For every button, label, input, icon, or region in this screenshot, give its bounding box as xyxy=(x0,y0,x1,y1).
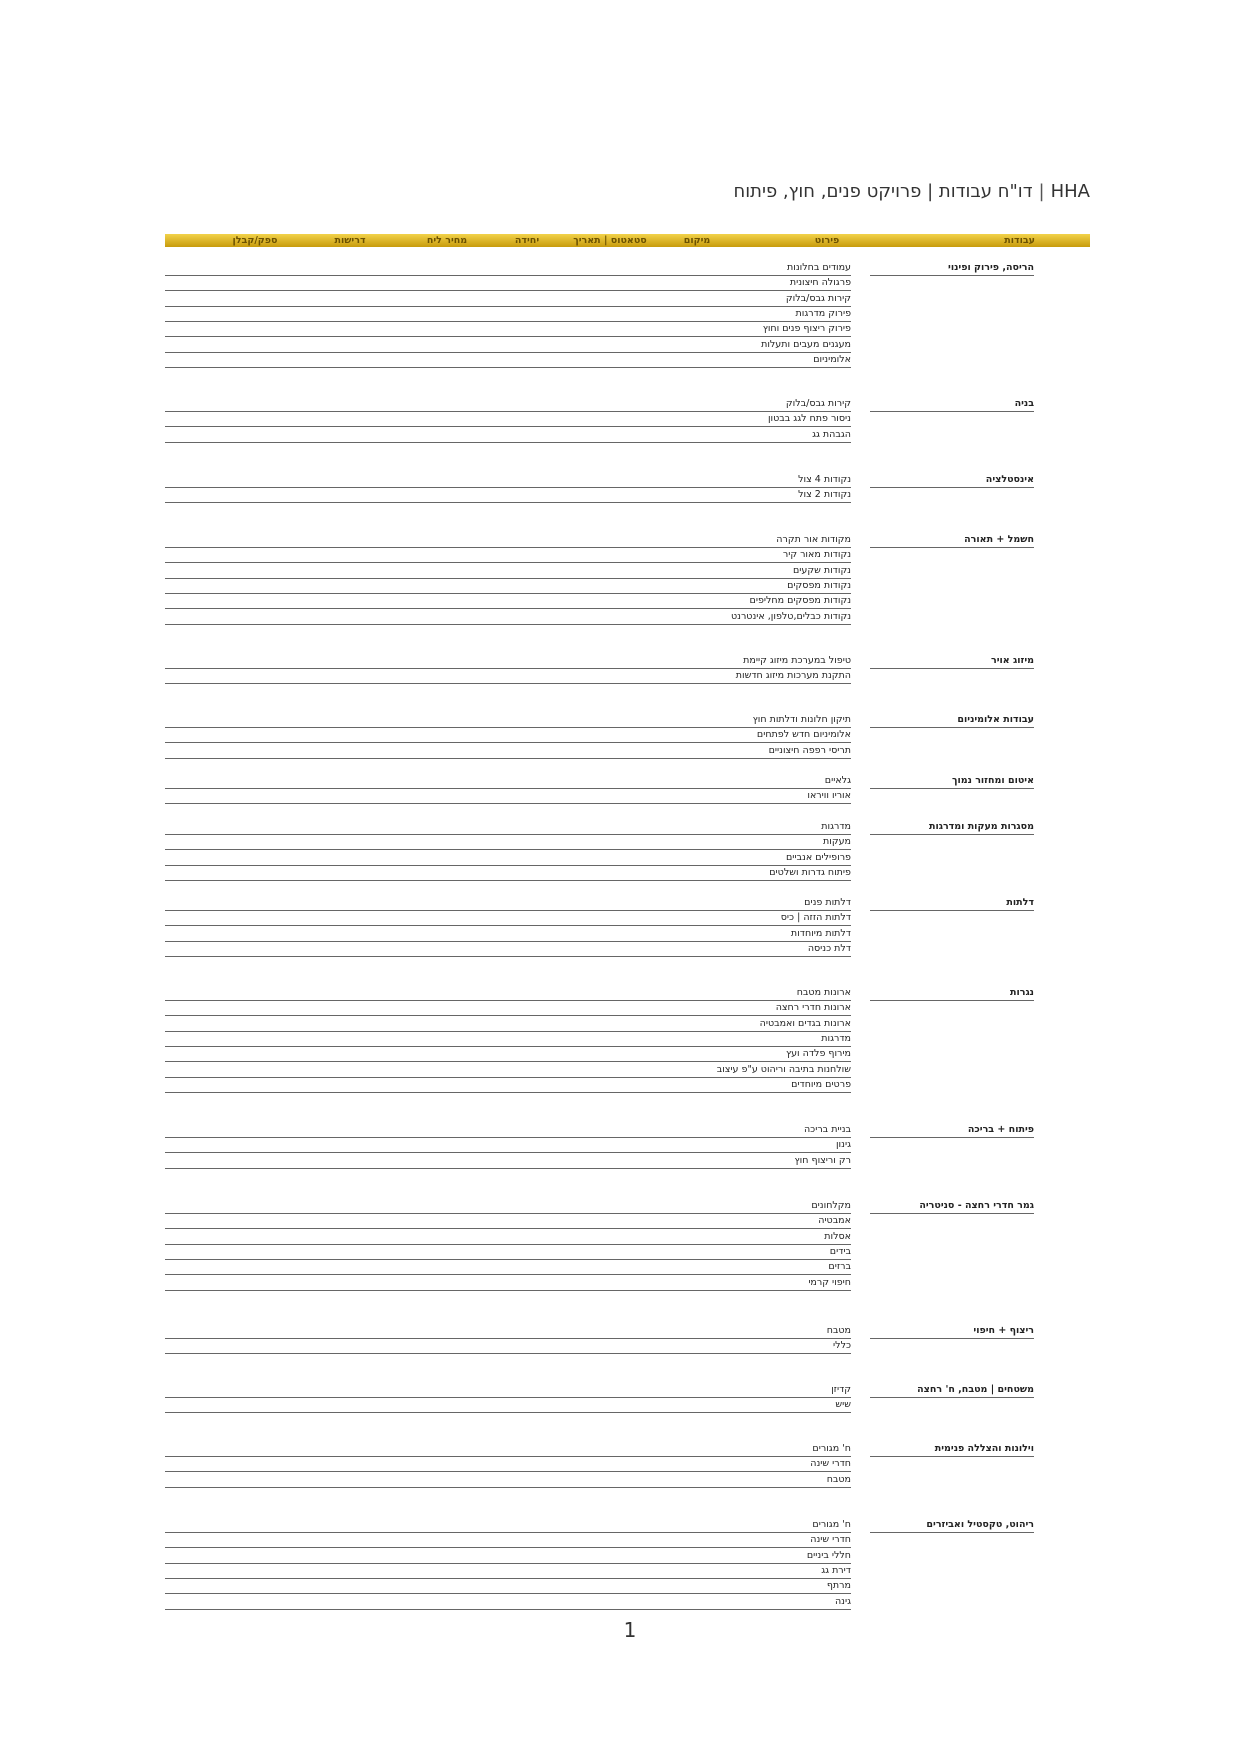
work-item: פרטים מיוחדים xyxy=(791,1078,851,1090)
table-row-line xyxy=(165,1609,851,1610)
category-underline xyxy=(870,547,1034,548)
work-item: ברזים xyxy=(828,1261,851,1273)
table-row-line xyxy=(165,547,851,548)
work-item: מירוף פלדה ועץ xyxy=(785,1048,851,1060)
category-label: הריסה, פירוק ופינוי xyxy=(948,262,1034,273)
work-item: דירת גג xyxy=(821,1564,851,1576)
category-label: דלתות xyxy=(1006,897,1034,908)
work-item: מעקות xyxy=(823,836,851,848)
work-item: אוריו וויראו xyxy=(807,790,851,802)
category-label: ריצוף + חיפוי xyxy=(973,1325,1034,1336)
table-row-line xyxy=(165,1031,851,1032)
table-row-line xyxy=(165,1092,851,1093)
category-label: ריהוט, טקסטיל ואביזרים xyxy=(926,1519,1034,1530)
work-item: קדיזן xyxy=(831,1384,851,1395)
work-item: דלתות מיוחדות xyxy=(790,927,851,939)
work-item: התקנת מערכות מיזוג חדשות xyxy=(735,670,851,682)
work-item: חללי ביניים xyxy=(806,1549,851,1561)
work-item: ח' מגורים xyxy=(812,1443,851,1454)
work-item: ח' מגורים xyxy=(812,1519,851,1530)
category-underline xyxy=(870,275,1034,276)
table-row-line xyxy=(165,290,851,291)
work-item: שולחנות בתיבה וריהוט ע"פ עיצוב xyxy=(716,1063,851,1075)
category-underline xyxy=(870,1397,1034,1398)
table-row-line xyxy=(165,1061,851,1062)
work-item: נקודות מפסקים מחליפים xyxy=(749,595,851,607)
report-title: דו"ח עבודות | פרויקט פנים, חוץ, פיתוח xyxy=(733,181,1033,202)
col-header-works: עבודות xyxy=(1004,235,1035,246)
table-row-line xyxy=(165,683,851,684)
table-row-line xyxy=(165,593,851,594)
table-row-line xyxy=(165,1274,851,1275)
table-row-line xyxy=(165,1077,851,1078)
table-row-line xyxy=(165,941,851,942)
work-item: נקודות 4 צול xyxy=(798,474,851,485)
work-item: דלת כניסה xyxy=(807,942,851,954)
category-label: גמר חדרי רחצה - סניטריה xyxy=(919,1200,1034,1211)
category-label: מיזוג אויר xyxy=(991,655,1034,666)
table-row-line xyxy=(165,1487,851,1488)
category-underline xyxy=(870,1000,1034,1001)
work-item: נקודות מפסקים xyxy=(787,579,851,591)
table-header-bar xyxy=(165,234,1090,247)
table-row-line xyxy=(165,502,851,503)
work-item: אלומיניום xyxy=(813,353,851,365)
work-item: גינה xyxy=(834,1595,851,1607)
work-item: חדרי שינה xyxy=(810,1458,851,1470)
work-item: חדרי שינה xyxy=(810,1534,851,1546)
category-label: בניה xyxy=(1014,398,1034,409)
table-row-line xyxy=(165,742,851,743)
work-item: פירוק מדרגות xyxy=(795,307,851,319)
work-item: רק וריצוף חוץ xyxy=(794,1154,851,1166)
work-item: ארונות חדרי רחצה xyxy=(775,1002,851,1014)
category-label: אינסטלציה xyxy=(985,474,1034,485)
work-item: ארונות מטבח xyxy=(796,987,851,998)
work-item: גלאיים xyxy=(824,775,851,786)
table-row-line xyxy=(165,1547,851,1548)
work-item: מטבח xyxy=(826,1473,851,1485)
table-row-line xyxy=(165,834,851,835)
brand-label: HHA xyxy=(1050,181,1090,202)
work-item: מעגנים מעבים ותעלות xyxy=(761,338,851,350)
category-label: וילונות והצללה פנימית xyxy=(934,1443,1034,1454)
col-header-unit: יחידה xyxy=(514,235,540,246)
table-row-line xyxy=(165,1259,851,1260)
category-underline xyxy=(870,1532,1034,1533)
category-underline xyxy=(870,910,1034,911)
work-item: טיפול במערכת מיזוג קיימת xyxy=(743,655,851,666)
table-row-line xyxy=(165,1412,851,1413)
table-row-line xyxy=(165,1244,851,1245)
table-row-line xyxy=(165,608,851,609)
table-row-line xyxy=(165,849,851,850)
table-row-line xyxy=(165,306,851,307)
table-row-line xyxy=(165,442,851,443)
category-underline xyxy=(870,411,1034,412)
category-underline xyxy=(870,727,1034,728)
work-item: שיש xyxy=(835,1399,851,1411)
work-item: כללי xyxy=(833,1340,851,1352)
table-row-line xyxy=(165,956,851,957)
table-row-line xyxy=(165,1563,851,1564)
work-item: פרגולה חיצונית xyxy=(789,277,851,289)
table-row-line xyxy=(165,321,851,322)
work-item: אמבטיה xyxy=(818,1215,851,1227)
work-item: נקודות כבלים,טלפון, אינטרנט xyxy=(730,610,851,622)
work-item: נקודות 2 צול xyxy=(798,489,851,501)
work-item: חיפוי קרמי xyxy=(808,1276,851,1288)
category-label: משטחים | מטבח, ח' רחצה xyxy=(917,1384,1034,1395)
work-item: קירות גבס/בלוק xyxy=(785,398,851,409)
category-underline xyxy=(870,1213,1034,1214)
table-row-line xyxy=(165,1015,851,1016)
table-row-line xyxy=(165,1353,851,1354)
table-row-line xyxy=(165,1152,851,1153)
category-label: איטום ומחזור נמוך xyxy=(951,775,1034,786)
work-item: פירוק ריצוף פנים וחוץ xyxy=(762,323,851,335)
col-header-details: פירוט xyxy=(814,235,840,246)
category-underline xyxy=(870,1456,1034,1457)
work-item: הגבהת גג xyxy=(812,428,851,440)
table-row-line xyxy=(165,1137,851,1138)
table-row-line xyxy=(165,1532,851,1533)
work-item: קירות גבס/בלוק xyxy=(785,292,851,304)
category-label: חשמל + תאורה xyxy=(964,534,1034,545)
table-row-line xyxy=(165,865,851,866)
work-item: אלומיניום חדש לפתחים xyxy=(756,729,851,741)
category-label: פיתוח + בריכה xyxy=(967,1124,1034,1135)
table-row-line xyxy=(165,367,851,368)
table-row-line xyxy=(165,880,851,881)
table-row-line xyxy=(165,925,851,926)
table-row-line xyxy=(165,426,851,427)
work-item: פרופילים אנביים xyxy=(786,851,851,863)
table-row-line xyxy=(165,910,851,911)
table-row-line xyxy=(165,788,851,789)
work-item: דלתות פנים xyxy=(804,897,851,908)
table-row-line xyxy=(165,1046,851,1047)
table-row-line xyxy=(165,1397,851,1398)
work-item: בידים xyxy=(829,1245,851,1257)
category-label: מסגרות מעקות ומדרגות xyxy=(928,821,1034,832)
work-item: פיתוח גדרות ושלטים xyxy=(769,866,851,878)
table-row-line xyxy=(165,727,851,728)
category-underline xyxy=(870,788,1034,789)
table-row-line xyxy=(165,1000,851,1001)
col-header-supplier: ספק/קבלן xyxy=(232,235,278,246)
table-row-line xyxy=(165,411,851,412)
category-underline xyxy=(870,834,1034,835)
table-row-line xyxy=(165,275,851,276)
work-item: מקלחונים xyxy=(811,1200,851,1211)
table-row-line xyxy=(165,1168,851,1169)
table-row-line xyxy=(165,1593,851,1594)
table-row-line xyxy=(165,336,851,337)
table-row-line xyxy=(165,1578,851,1579)
category-underline xyxy=(870,668,1034,669)
work-item: גינון xyxy=(835,1139,851,1151)
work-item: דלתות הזזה | כיס xyxy=(780,912,851,924)
work-item: נקודות מאור קיר xyxy=(782,549,851,561)
document-title xyxy=(700,181,1090,211)
table-row-line xyxy=(165,1213,851,1214)
table-row-line xyxy=(165,487,851,488)
work-item: בניית בריכה xyxy=(803,1124,851,1135)
table-row-line xyxy=(165,1228,851,1229)
work-item: תריסי רפפה חיצוניים xyxy=(768,744,851,756)
table-row-line xyxy=(165,562,851,563)
table-row-line xyxy=(165,1471,851,1472)
work-item: ניסור פתח לגג בבטון xyxy=(767,413,851,425)
col-header-unit-price: מחיר ליח xyxy=(426,235,468,246)
category-underline xyxy=(870,1338,1034,1339)
table-row-line xyxy=(165,803,851,804)
table-row-line xyxy=(165,1338,851,1339)
work-item: עמודים בחלונות xyxy=(787,262,851,273)
work-item: מדרגות xyxy=(821,1032,851,1044)
work-item: אסלות xyxy=(824,1230,851,1242)
work-item: ארונות בגדים ואמבטיה xyxy=(759,1017,851,1029)
col-header-status-date: סטאטוס | תאריך xyxy=(573,235,647,246)
work-item: נקודות שקעים xyxy=(792,564,851,576)
col-header-location: מיקום xyxy=(683,235,711,246)
work-item: מקודות אור תקרה xyxy=(776,534,851,545)
col-header-requirements: דרישות xyxy=(334,235,366,246)
page-number: 1 xyxy=(623,1618,637,1642)
table-row-line xyxy=(165,578,851,579)
category-underline xyxy=(870,487,1034,488)
table-row-line xyxy=(165,352,851,353)
table-row-line xyxy=(165,758,851,759)
work-item: מרתף xyxy=(826,1580,851,1592)
category-underline xyxy=(870,1137,1034,1138)
work-item: תיקון חלונות ודלתות חוץ xyxy=(752,714,851,725)
table-row-line xyxy=(165,1290,851,1291)
table-row-line xyxy=(165,1456,851,1457)
table-row-line xyxy=(165,668,851,669)
work-item: מדרגות xyxy=(821,821,851,832)
category-label: עבודות אלומיניום xyxy=(957,714,1034,725)
category-label: נגרות xyxy=(1009,987,1034,998)
work-item: מטבח xyxy=(826,1325,851,1336)
table-row-line xyxy=(165,624,851,625)
title-separator: | xyxy=(1038,181,1045,202)
